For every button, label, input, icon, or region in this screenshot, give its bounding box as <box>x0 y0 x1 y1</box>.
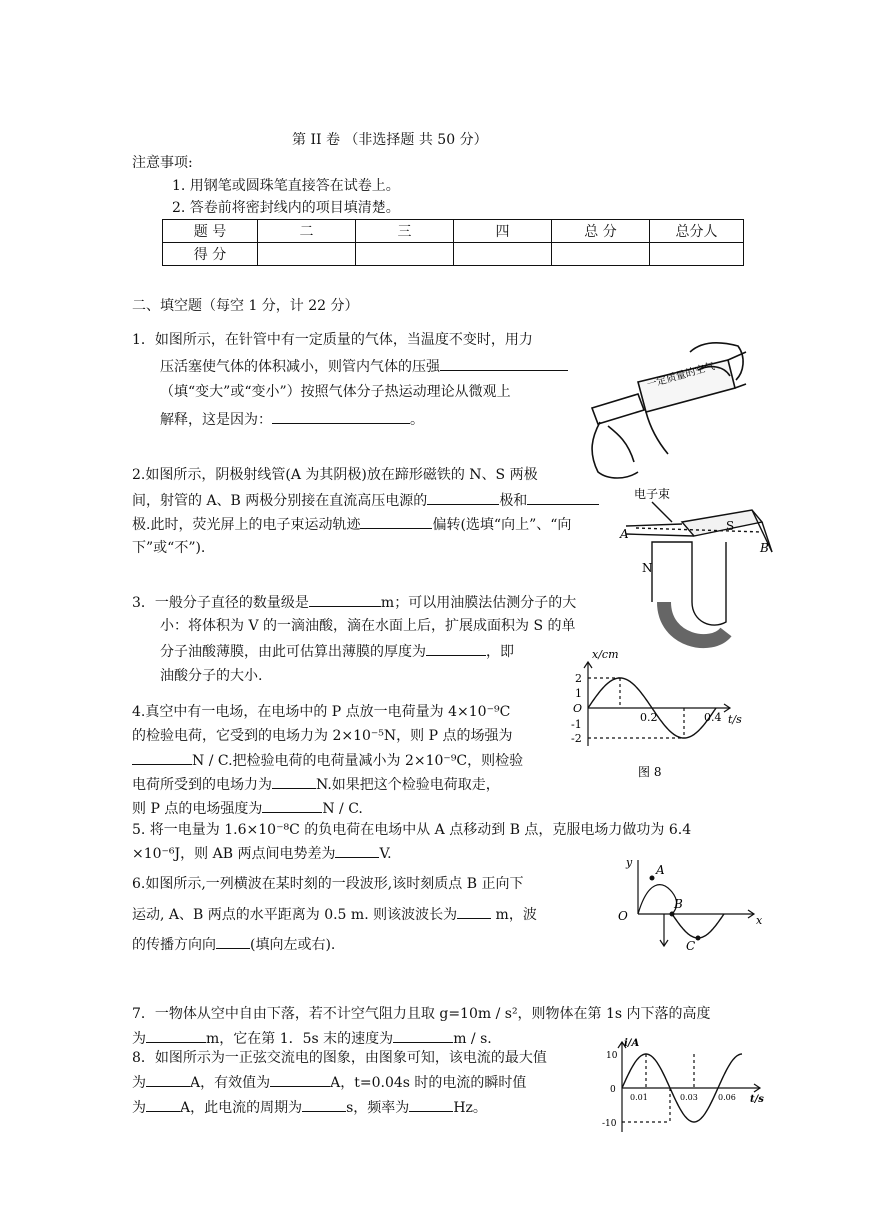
q4-text: 则 P 点的电场强度为 <box>132 801 263 817</box>
q5-text: ×10⁻⁶J，则 AB 两点间电势差为 <box>132 846 336 862</box>
q4-line: 4.真空中有一电场，在电场中的 P 点放一电荷量为 4×10⁻⁹C <box>132 704 511 720</box>
q3-text: 3．一般分子直径的数量级是 <box>132 595 309 611</box>
q8-text: s，频率为 <box>346 1100 410 1116</box>
score-table <box>162 219 744 266</box>
note-item: 2. 答卷前将密封线内的项目填清楚。 <box>172 200 400 216</box>
q7-text: m / s. <box>453 1031 492 1047</box>
point-B <box>670 912 675 917</box>
q1-line: 1．如图所示，在针管中有一定质量的气体，当温度不变时，用力 <box>132 332 533 348</box>
q4-text: 电荷所受到的电场力为 <box>132 777 272 793</box>
ac-ytick: -10 <box>602 1119 617 1129</box>
wave-ylabel: y <box>626 856 633 869</box>
ac-xtick: 0.06 <box>718 1093 736 1102</box>
section-title: 二、填空题（每空 1 分，计 22 分） <box>132 298 359 314</box>
answer-blank[interactable] <box>302 1097 346 1112</box>
answer-blank[interactable] <box>216 934 250 949</box>
q8-text: 为 <box>132 1075 146 1091</box>
label-B: B <box>760 541 769 555</box>
wave-label-C: C <box>686 939 696 952</box>
answer-blank[interactable] <box>146 1072 190 1087</box>
fig8-origin: O <box>573 702 583 715</box>
ac-current-graph <box>600 1036 770 1136</box>
fig8-ytick: -1 <box>571 718 582 731</box>
table-cell: 二 <box>258 220 356 243</box>
q6-text: 的传播方向向 <box>132 937 216 953</box>
q2-line: 下”或“不”). <box>132 540 206 556</box>
electron-beam-label: 电子束 <box>634 487 671 501</box>
answer-blank[interactable] <box>146 1028 206 1043</box>
score-input-cell[interactable] <box>258 243 356 266</box>
table-cell: 四 <box>454 220 552 243</box>
q5-text: V. <box>379 846 392 862</box>
answer-blank[interactable] <box>309 592 381 607</box>
answer-blank[interactable] <box>457 904 491 919</box>
q7-text: m，它在第 1．5s 末的速度为 <box>206 1031 394 1047</box>
table-cell: 总 分 <box>552 220 650 243</box>
answer-blank[interactable] <box>393 1028 453 1043</box>
q3-text: m；可以用油膜法估测分子的大 <box>380 595 577 611</box>
ac-xtick: 0.03 <box>680 1093 698 1102</box>
q8-text: A，t=0.04s 时的电流的瞬时值 <box>330 1075 527 1091</box>
fig8-ytick: 1 <box>575 687 582 700</box>
answer-blank[interactable] <box>272 774 316 789</box>
q6-line <box>132 904 537 925</box>
fig8-ytick: -2 <box>571 732 582 745</box>
fig8-xtick: 0.4 <box>704 711 722 724</box>
q4-line <box>132 798 363 819</box>
notes-label: 注意事项: <box>132 155 193 171</box>
q1-line <box>160 356 568 377</box>
table-row <box>163 243 744 266</box>
ac-ytick: 10 <box>606 1051 618 1061</box>
q3-text: ，即 <box>486 644 514 660</box>
answer-blank[interactable] <box>272 409 410 424</box>
ac-xlabel: t/s <box>750 1094 764 1105</box>
q4-text: N / C.把检验电荷的电荷量减小为 2×10⁻⁹C，则检验 <box>192 753 524 769</box>
q7-text: 为 <box>132 1031 146 1047</box>
figure-8-graph <box>560 644 760 784</box>
point-A <box>650 876 655 881</box>
table-row <box>163 220 744 243</box>
fig8-ylabel: x/cm <box>592 648 619 661</box>
q3-line: 小：将体积为 V 的一滴油酸，滴在水面上后，扩展成面积为 S 的单 <box>160 618 576 634</box>
q2-text: 偏转(选填“向上”、“向 <box>432 517 572 533</box>
wave-label-B: B <box>674 897 683 911</box>
q2-line <box>132 490 599 511</box>
ac-xtick: 0.01 <box>630 1093 648 1102</box>
label-S: S <box>726 519 735 533</box>
q1-text: 解释，这是因为： <box>160 412 272 428</box>
fig8-xlabel: t/s <box>728 713 742 726</box>
fig8-caption: 图 8 <box>638 765 662 779</box>
answer-blank[interactable] <box>146 1097 180 1112</box>
answer-blank[interactable] <box>440 356 568 371</box>
q2-line <box>132 514 571 535</box>
fig8-xtick: 0.2 <box>640 711 658 724</box>
q7-line <box>132 1028 492 1049</box>
q5-line: 5. 将一电量为 1.6×10⁻⁸C 的负电荷在电场中从 A 点移动到 B 点，克服电场力做功为 6.4 <box>132 822 692 838</box>
label-N: N <box>642 561 653 575</box>
q8-text: Hz。 <box>453 1100 487 1116</box>
q4-text: N / C. <box>322 801 363 817</box>
table-cell: 三 <box>356 220 454 243</box>
q8-text: A，此电流的周期为 <box>180 1100 303 1116</box>
wave-origin: O <box>618 909 628 923</box>
q1-line: （填“变大”或“变小”）按照气体分子热运动理论从微观上 <box>160 384 511 400</box>
q4-line <box>132 774 500 795</box>
answer-blank[interactable] <box>262 798 322 813</box>
cathode-ray-figure <box>612 482 782 652</box>
q6-text: m，波 <box>491 907 537 923</box>
answer-blank[interactable] <box>270 1072 330 1087</box>
answer-blank[interactable] <box>335 843 379 858</box>
q4-line: 的检验电荷，它受到的电场力为 2×10⁻⁵N，则 P 点的场强为 <box>132 728 513 744</box>
answer-blank[interactable] <box>409 1097 453 1112</box>
score-input-cell[interactable] <box>454 243 552 266</box>
score-input-cell[interactable] <box>650 243 744 266</box>
q1-line <box>160 409 424 430</box>
answer-blank[interactable] <box>427 490 499 505</box>
wave-label-A: A <box>656 863 665 877</box>
answer-blank[interactable] <box>426 641 486 656</box>
score-input-cell[interactable] <box>552 243 650 266</box>
q6-line <box>132 934 335 955</box>
q6-line: 6.如图所示,一列横波在某时刻的一段波形,该时刻质点 B 正向下 <box>132 876 524 892</box>
q3-line <box>160 641 514 662</box>
q4-text: N.如果把这个检验电荷取走， <box>316 777 500 793</box>
q2-text: 极.此时，荧光屏上的电子束运动轨迹 <box>132 517 361 533</box>
point-C <box>696 936 701 941</box>
q2-line: 2.如图所示，阴极射线管(A 为其阴极)放在蹄形磁铁的 N、S 两极 <box>132 467 538 483</box>
q8-text: 为 <box>132 1100 146 1116</box>
answer-blank[interactable] <box>527 490 599 505</box>
q1-text: 。 <box>410 412 424 428</box>
table-cell: 题 号 <box>163 220 258 243</box>
q3-text: 分子油酸薄膜，由此可估算出薄膜的厚度为 <box>160 644 426 660</box>
q6-text: (填向左或右). <box>250 937 336 953</box>
part-title: 第 II 卷 （非选择题 共 50 分） <box>292 132 488 148</box>
q2-text: 极和 <box>499 493 528 509</box>
q6-text: 运动, A、B 两点的水平距离为 0.5 m. 则该波波长为 <box>132 907 458 923</box>
label-A: A <box>620 527 629 541</box>
q2-text: 间，射管的 A、B 两极分别接在直流高压电源的 <box>132 493 428 509</box>
score-input-cell[interactable] <box>356 243 454 266</box>
q5-line <box>132 843 392 864</box>
q7-line: 7．一物体从空中自由下落，若不计空气阻力且取 g=10m / s²，则物体在第 1s 内下落的高度 <box>132 1006 711 1022</box>
q8-text: A，有效值为 <box>190 1075 271 1091</box>
table-cell: 总分人 <box>650 220 744 243</box>
q3-line <box>132 592 576 613</box>
q1-text: 压活塞使气体的体积减小，则管内气体的压强 <box>160 359 440 375</box>
q8-line <box>132 1097 487 1118</box>
note-item: 1. 用钢笔或圆珠笔直接答在试卷上。 <box>172 178 400 194</box>
transverse-wave-figure <box>616 852 766 952</box>
q3-line: 油酸分子的大小. <box>160 668 263 684</box>
answer-blank[interactable] <box>132 750 192 765</box>
q8-line: 8．如图所示为一正弦交流电的图象，由图象可知，该电流的最大值 <box>132 1050 547 1066</box>
q4-line <box>132 750 523 771</box>
q8-line <box>132 1072 526 1093</box>
fig8-ytick: 2 <box>575 672 582 685</box>
syringe-label: 一定质量的空气 <box>645 361 717 391</box>
ac-origin: 0 <box>610 1085 616 1095</box>
answer-blank[interactable] <box>360 514 432 529</box>
table-cell: 得 分 <box>163 243 258 266</box>
ac-ylabel: i/A <box>624 1038 640 1049</box>
wave-xlabel: x <box>756 914 763 927</box>
syringe-figure <box>578 322 748 482</box>
